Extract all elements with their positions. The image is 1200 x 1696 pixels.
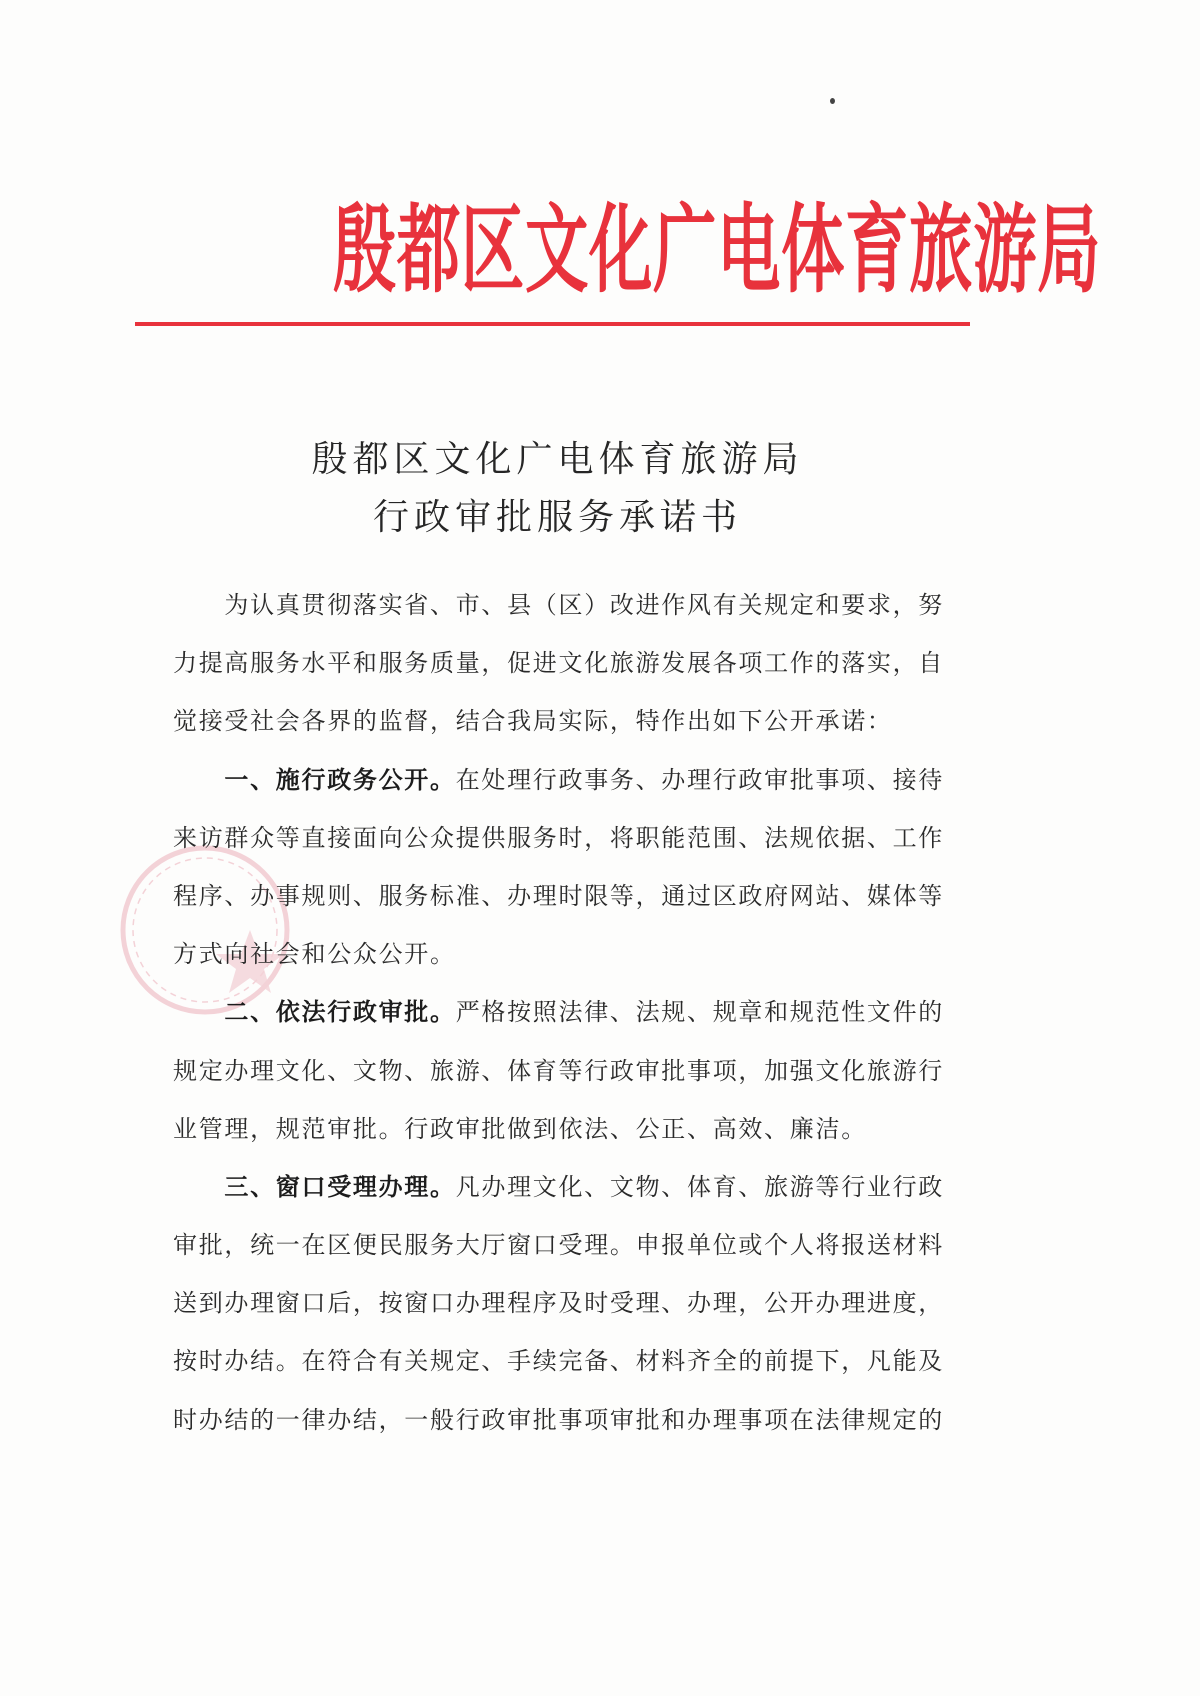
body-line (173, 634, 973, 692)
body-line-text: 严格按照法律、法规、规章和规范性文件的 (455, 998, 945, 1027)
body-line-text: 审批，统一在区便民服务大厅窗口受理。申报单位或个人将报送材料 (173, 1231, 944, 1260)
section-1-heading: 一、施行政务公开。 (224, 764, 456, 794)
body-line (173, 867, 973, 925)
body-line-text: 送到办理窗口后，按窗口办理程序及时受理、办理，公开办理进度， (173, 1289, 944, 1318)
body-line-text: 凡办理文化、文物、体育、旅游等行业行政 (455, 1172, 945, 1201)
body-line-text: 觉接受社会各界的监督，结合我局实际，特作出如下公开承诺： (173, 707, 893, 736)
body-line (173, 925, 973, 983)
body-line (173, 1100, 973, 1158)
body-line (173, 576, 973, 634)
body-line (173, 1332, 973, 1390)
letterhead-red-rule (135, 322, 970, 326)
section-3-heading: 三、窗口受理办理。 (224, 1171, 456, 1201)
scan-speck (830, 98, 835, 104)
section-1-first-line (173, 751, 973, 809)
letterhead-org-name: 殷都区文化广电体育旅游局 (332, 193, 1102, 306)
section-2-heading: 二、依法行政审批。 (224, 997, 456, 1027)
commitment-body (173, 576, 973, 1449)
body-line-text: 来访群众等直接面向公众提供服务时，将职能范围、法规依据、工作 (173, 823, 944, 852)
body-line-text: 为认真贯彻落实省、市、县（区）改进作风有关规定和要求，努 (224, 591, 944, 619)
document-title-line1: 殷都区文化广电体育旅游局 (311, 439, 804, 480)
body-line-text: 方式向社会和公众公开。 (173, 940, 456, 969)
body-line-text: 力提高服务水平和服务质量，促进文化旅游发展各项工作的落实，自 (173, 649, 944, 678)
body-line-text: 时办结的一律办结，一般行政审批事项审批和办理事项在法律规定的 (173, 1405, 944, 1434)
body-line-text: 规定办理文化、文物、旅游、体育等行政审批事项，加强文化旅游行 (173, 1056, 944, 1085)
body-line (173, 809, 973, 867)
body-line (173, 1391, 973, 1449)
body-line (173, 1216, 973, 1274)
body-line (173, 692, 973, 750)
document-title-line2: 行政审批服务承诺书 (372, 497, 742, 538)
body-line-text: 业管理，规范审批。行政审批做到依法、公正、高效、廉洁。 (173, 1114, 867, 1143)
body-line-text: 程序、办事规则、服务标准、办理时限等，通过区政府网站、媒体等 (173, 881, 944, 910)
body-line-text: 在处理行政事务、办理行政审批事项、接待 (455, 765, 945, 794)
section-3-first-line (173, 1158, 973, 1216)
body-line (173, 1274, 973, 1332)
letterhead (135, 190, 1102, 310)
body-line (173, 1042, 973, 1100)
section-2-first-line (173, 983, 973, 1041)
body-line-text: 按时办结。在符合有关规定、手续完备、材料齐全的前提下，凡能及 (173, 1347, 944, 1376)
